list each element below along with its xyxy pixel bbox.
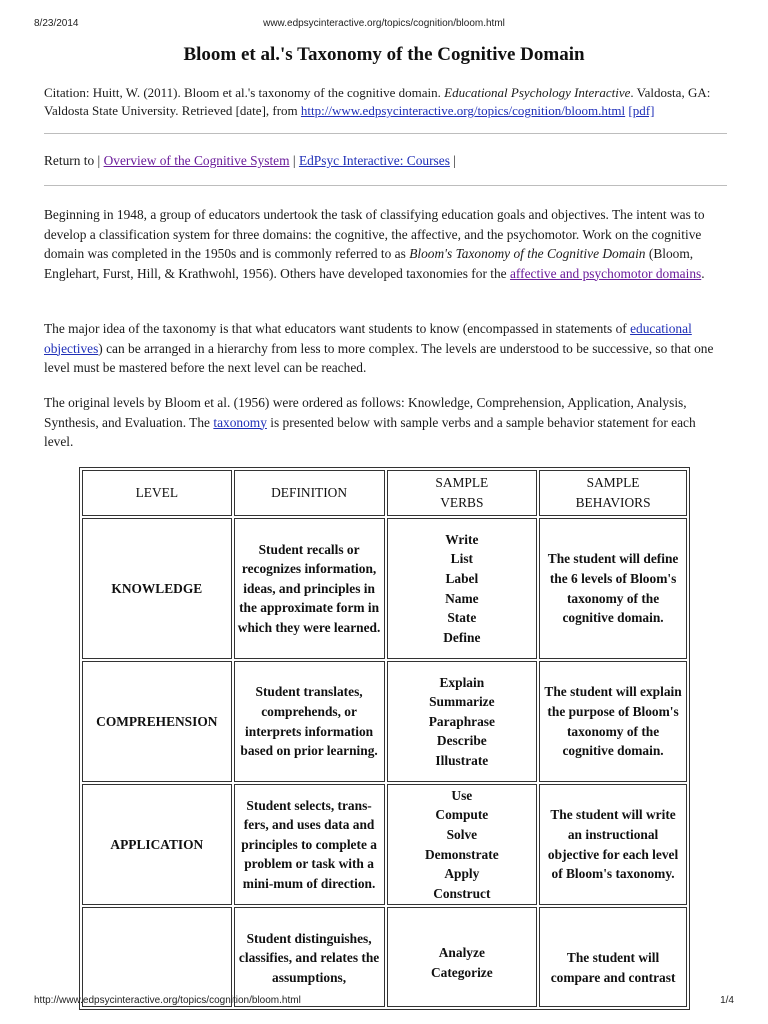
verb-item: Demonstrate (425, 846, 499, 862)
paragraph-major-idea (44, 319, 719, 378)
verb-item: Illustrate (435, 752, 489, 768)
verb-item: Define (443, 629, 481, 645)
verb-item: Name (445, 590, 479, 606)
cell-level: COMPREHENSION (82, 661, 232, 782)
return-suffix: | (449, 153, 456, 168)
table-row (82, 907, 687, 1007)
citation-prefix: Citation: Huitt, W. (2011). Bloom et al.'s taxonomy of the cognitive domain. (44, 85, 445, 100)
verb-item: Categorize (430, 965, 493, 980)
p3-text-a: The original levels by Bloom et al. (1956) were ordered as follows: Knowledge, Comprehension, Application, Analysis, Synthesis, and Evaluation. The (44, 395, 687, 430)
table-row (82, 784, 687, 905)
verb-item: Summarize (429, 694, 495, 710)
educational-objectives-link[interactable]: educational objectives (44, 321, 692, 356)
verb-item: Write (445, 531, 479, 547)
cell-verbs (387, 907, 538, 1007)
p1-text-a: Beginning in 1948, a group of educators undertook the task of classifying education goals and objectives. The intent was to develop a classification system for three domains: the cognitive, the affective, and the psychomotor. Work on the cognitive domain was completed in the 1950s and is commonly referred to as (44, 207, 705, 261)
table-row (82, 518, 687, 659)
header-level: LEVEL (82, 470, 232, 516)
verb-item: Explain (439, 674, 485, 690)
citation (44, 84, 719, 120)
print-url-footer: http://www.edpsycinteractive.org/topics/cognition/bloom.html (34, 995, 301, 1006)
header-verbs-line1: SAMPLE (435, 475, 489, 491)
cell-level: APPLICATION (82, 784, 232, 905)
print-date: 8/23/2014 (34, 18, 79, 29)
cell-behavior: The student will compare and contrast (539, 907, 687, 1007)
verb-item: Solve (446, 826, 478, 842)
verb-item: Label (445, 570, 479, 586)
page-title: Bloom et al.'s Taxonomy of the Cognitive Domain (183, 44, 585, 65)
paragraph-intro (44, 205, 719, 283)
table-row (82, 661, 687, 782)
cell-level: KNOWLEDGE (82, 518, 232, 659)
verb-item: State (447, 610, 477, 626)
verb-item: Use (451, 787, 473, 803)
p1-text-c: . (701, 265, 705, 281)
verb-item: Compute (435, 807, 489, 823)
return-nav (44, 151, 719, 171)
page-number: 1/4 (720, 995, 734, 1006)
pdf-link[interactable]: [pdf] (628, 103, 655, 118)
cell-verbs (387, 661, 538, 782)
cell-behavior: The student will define the 6 levels of Bloom's taxonomy of the cognitive domain. (539, 518, 687, 659)
cell-behavior: The student will explain the purpose of Bloom's taxonomy of the cognitive domain. (539, 661, 687, 782)
cell-definition: Student recalls or recognizes information, ideas, and principles in the approximate form in which they were learned. (234, 518, 385, 659)
print-url-header: www.edpsycinteractive.org/topics/cognition/bloom.html (263, 18, 505, 29)
header-sample-behaviors (539, 470, 687, 516)
cell-definition: Student translates, comprehends, or interprets information based on prior learning. (234, 661, 385, 782)
taxonomy-table (79, 467, 690, 1010)
cell-definition: Student distinguishes, classifies, and relates the assumptions, (234, 907, 385, 1007)
verb-item: List (450, 551, 473, 567)
verb-item: Analyze (438, 945, 485, 961)
cell-behavior: The student will write an instructional objective for each level of Bloom's taxonomy. (539, 784, 687, 905)
cell-level (82, 907, 232, 1007)
cell-verbs (387, 784, 538, 905)
taxonomy-link[interactable]: taxonomy (213, 414, 267, 430)
paragraph-levels (44, 393, 719, 452)
verb-item: Construct (433, 885, 491, 901)
return-sep: | (289, 153, 299, 168)
cell-verbs (387, 518, 538, 659)
verb-item: Describe (436, 733, 487, 749)
p1-emphasis: Bloom's Taxonomy of the Cognitive Domain (409, 246, 646, 261)
header-definition: DEFINITION (234, 470, 385, 516)
p2-text-b: ) can be arranged in a hierarchy from less to more complex. The levels are understood to be successive, so that one level must be mastered before the next level can be reached. (44, 340, 714, 375)
header-sample-verbs (387, 470, 538, 516)
header-behaviors-line2: BEHAVIORS (575, 495, 651, 510)
overview-cognitive-link[interactable]: Overview of the Cognitive System (103, 153, 290, 168)
p3-text-b: is presented below with sample verbs and a sample behavior statement for each level. (44, 414, 696, 449)
citation-journal: Educational Psychology Interactive (444, 85, 631, 100)
verb-item: Apply (444, 866, 480, 882)
affective-psychomotor-link[interactable]: affective and psychomotor domains (509, 265, 702, 281)
citation-suffix: . Valdosta, GA: Valdosta State University. Retrieved [date], from (44, 85, 711, 118)
header-behaviors-line1: SAMPLE (586, 475, 640, 491)
p2-text-a: The major idea of the taxonomy is that what educators want students to know (encompassed in statements of (44, 321, 631, 336)
p1-text-b: (Bloom, Englehart, Furst, Hill, & Krathwohl, 1956). Others have developed taxonomies for the (44, 246, 694, 281)
divider-bottom (44, 185, 727, 186)
citation-url-link[interactable]: http://www.edpsycinteractive.org/topics/cognition/bloom.html (300, 103, 626, 118)
cell-definition: Student selects, trans-fers, and uses data and principles to complete a problem or task with a mini-mum of direction. (234, 784, 385, 905)
verb-item: Paraphrase (428, 713, 495, 729)
divider-top (44, 133, 727, 134)
table-header-row (82, 470, 687, 516)
header-verbs-line2: VERBS (440, 495, 484, 510)
edpsyc-courses-link[interactable]: EdPsyc Interactive: Courses (298, 153, 450, 168)
return-prefix: Return to | (44, 153, 104, 168)
